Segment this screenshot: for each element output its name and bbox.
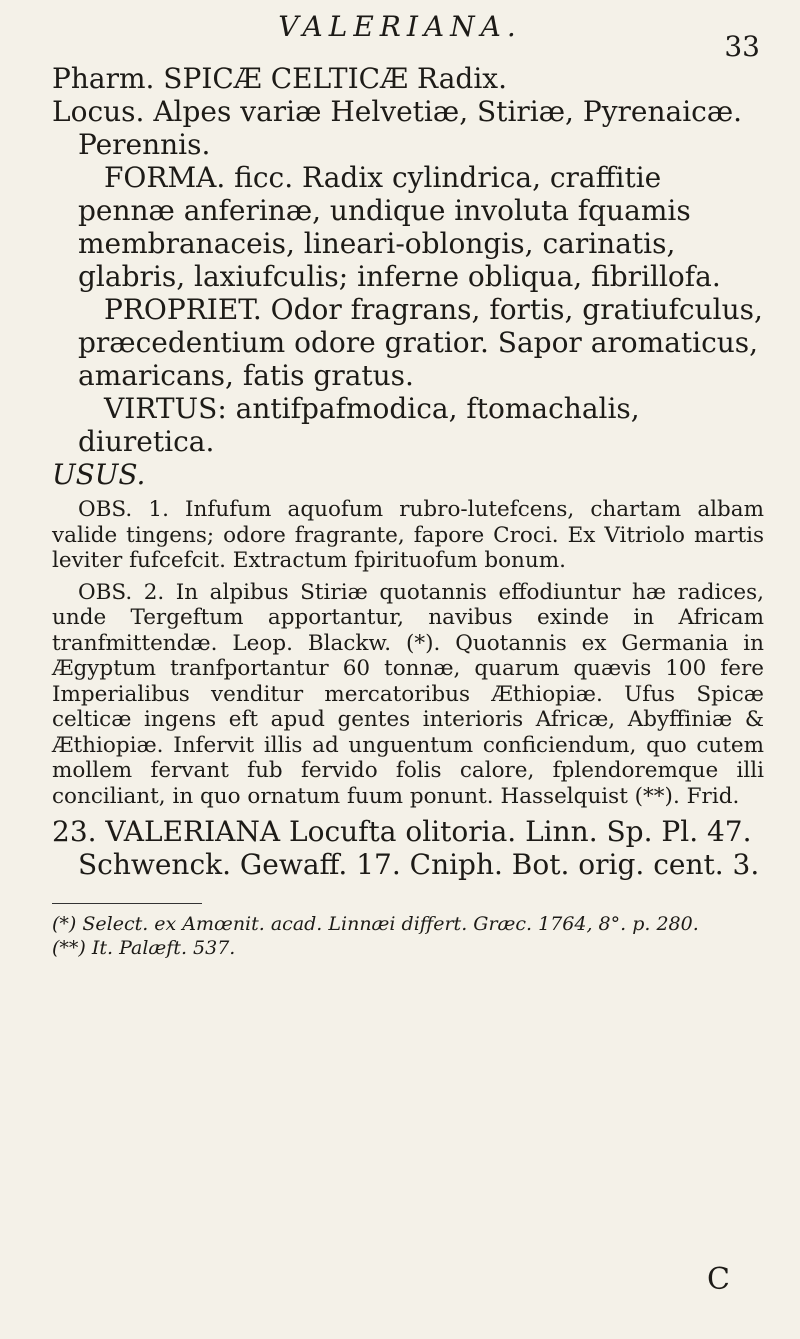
main-text <box>52 62 764 960</box>
signature-mark: C <box>707 1262 730 1297</box>
virtus-paragraph: VIRTUS: antifpafmodica, ftomachalis, diuretica. <box>78 392 640 458</box>
obs1-paragraph: OBS. 1. Infufum aquofum rubro-lutefcens, chartam albam valide tingens; odore fragrante, fapore Croci. Ex Vitriolo martis leviter fufcefcit. Extractum fpirituofum bonum. <box>52 497 764 573</box>
obs2-paragraph: OBS. 2. In alpibus Stiriæ quotannis effodiuntur hæ radices, unde Tergeftum apportantur, navibus exinde in Africam tranfmittendæ. Leop. Blackw. (*). Quotannis ex Germania in Ægyptum tranfportantur 60 tonnæ, quarum quævis 100 fere Imperialibus venditur mercatoribus Æthiopiæ. Ufus Spicæ celticæ ingens eft apud gentes interioris Africæ, Abyffiniæ & Æthiopiæ. Infervit illis ad unguentum conficiendum, quo cutem mollem fervant fub fervido folis calore, fplendoremque illi conciliant, in quo ornatum fuum ponunt. Hasselquist (**). Frid. <box>52 579 764 809</box>
page-number: 33 <box>724 30 760 63</box>
footnote-2: (**) It. Palæft. 537. <box>52 937 236 959</box>
footnote-1: (*) Select. ex Amœnit. acad. Linnæi differt. Græc. 1764, 8°. p. 280. <box>52 913 699 935</box>
usus-heading: USUS. <box>52 458 146 491</box>
entry-23: 23. VALERIANA Locufta olitoria. Linn. Sp. Pl. 47. Schwenck. Gewaff. 17. Cniph. Bot. orig. cent. 3. <box>52 815 760 881</box>
footnote-rule <box>52 903 202 904</box>
pharm-line: Pharm. SPICÆ CELTICÆ Radix. <box>52 62 507 95</box>
forma-paragraph: FORMA. ficc. Radix cylindrica, craffitie pennæ anferinæ, undique involuta fquamis membranaceis, lineari-oblongis, carinatis, glabris, laxiufculis; inferne obliqua, fibrillofa. <box>78 161 721 293</box>
running-title: VALERIANA. <box>278 10 522 43</box>
propriet-paragraph: PROPRIET. Odor fragrans, fortis, gratiufculus, præcedentium odore gratior. Sapor aromaticus, amaricans, fatis gratus. <box>78 293 763 392</box>
locus-paragraph: Locus. Alpes variæ Helvetiæ, Stiriæ, Pyrenaicæ. Perennis. <box>52 95 743 161</box>
